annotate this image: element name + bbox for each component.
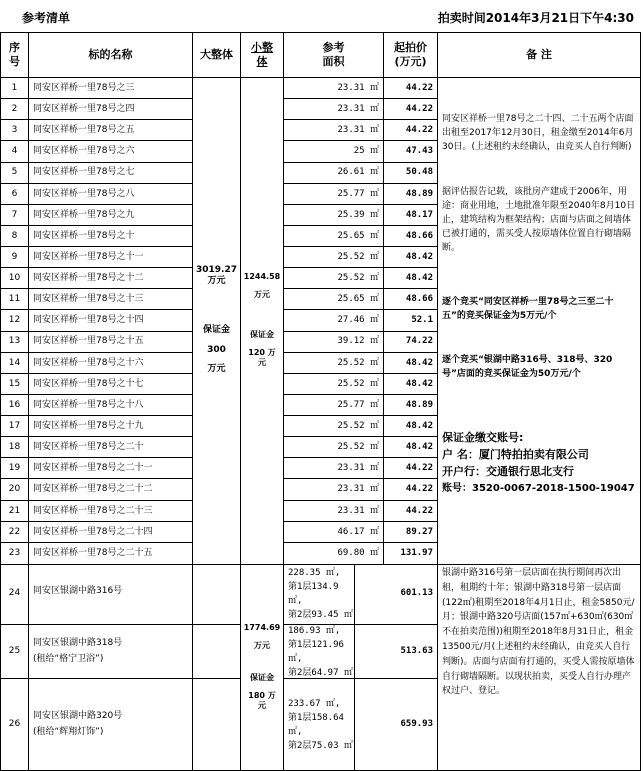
row-area: 69.80 ㎡ <box>337 547 379 558</box>
remark-deposit-a: 逐个竞买“同安区祥桥一里78号之三至二十五”的竞买保证金为5万元/个 <box>442 297 614 321</box>
row-price: 89.27 <box>405 526 433 537</box>
row-area: 25.52 ㎡ <box>337 273 379 284</box>
row-number: 4 <box>11 146 18 157</box>
row-name: 同安区祥桥一里78号之十二 <box>33 273 144 284</box>
small-block-b-deposit-label: 保证金 <box>250 672 274 682</box>
small-block-b-amount: 1774.69 <box>243 622 281 632</box>
row-area: 25 ㎡ <box>353 146 379 157</box>
row-price: 44.22 <box>405 125 433 136</box>
col-header-name: 标的名称 <box>88 48 133 62</box>
remark-group-b: 银湖中路316号第一层店面在执行期间再次出租，租期约十年；银湖中路318号第一层店面(122㎡)租期至2018年4月1日止，租金5850元/月；银湖中路320号店面(157㎡+630㎡(630㎡不在拍卖范围))租期至2018年8月31日止，租金13500元/月(上述租约未经确认，由竞买人自行判断)。店面与店面有打通的，买受人需按原墙体自行砌墙隔断。以现状拍卖，买受人自行办理产权过户、登记。 <box>442 568 635 697</box>
row-area: 23.31 ㎡ <box>337 125 379 136</box>
row-price: 47.43 <box>405 146 433 157</box>
row-area: 233.67 ㎡, 第1层158.64 ㎡, 第2层75.03 ㎡ <box>288 698 353 751</box>
row-price: 52.1 <box>411 315 433 326</box>
row-number: 1 <box>11 82 18 93</box>
row-area: 25.77 ㎡ <box>337 188 379 199</box>
row-area: 23.31 ㎡ <box>337 82 379 93</box>
account-bank: 开户行：交通银行思北支行 <box>442 465 574 478</box>
row-name: 同安区祥桥一里78号之五 <box>33 125 135 136</box>
large-block-unit: 万元 <box>207 276 226 287</box>
row-name: 同安区银湖中路318号 (租给“格宁卫浴”) <box>33 638 123 664</box>
small-block-unit: 万元 <box>254 290 270 299</box>
small-block-b-deposit: 180 万元 <box>248 690 276 710</box>
row-name: 同安区祥桥一里78号之十七 <box>33 378 144 389</box>
remark-deposit-b: 逐个竞买“银湖中路316号、318号、320号”店面的竞买保证金为50万元/个 <box>442 355 613 379</box>
col-header-large-block: 大整体 <box>200 48 233 62</box>
row-area: 23.31 ㎡ <box>337 463 379 474</box>
row-number: 22 <box>8 526 21 537</box>
large-block-deposit: 300 <box>207 344 226 355</box>
row-area: 25.52 ㎡ <box>337 421 379 432</box>
auction-time: 拍卖时间2014年3月21日下午4:30 <box>437 11 634 25</box>
row-number: 19 <box>8 463 21 474</box>
account-title: 保证金缴交账号: <box>442 431 524 444</box>
row-number: 24 <box>8 588 21 599</box>
row-number: 5 <box>11 167 18 178</box>
col-header-small-block: 小整体 <box>251 41 273 68</box>
row-name: 同安区银湖中路316号 <box>33 586 123 597</box>
row-price: 48.89 <box>405 399 433 410</box>
row-number: 8 <box>11 230 18 241</box>
row-price: 48.42 <box>405 421 433 432</box>
page-title: 参考清单 <box>22 11 71 25</box>
row-price: 44.22 <box>405 82 433 93</box>
row-number: 16 <box>8 399 21 410</box>
group-b-small-block <box>241 563 283 770</box>
row-area: 25.77 ㎡ <box>337 399 379 410</box>
account-name: 户 名：厦门特拍拍卖有限公司 <box>442 448 589 461</box>
row-number: 10 <box>8 273 21 284</box>
row-number: 13 <box>8 336 21 347</box>
row-price: 50.48 <box>405 167 433 178</box>
row-price: 48.42 <box>405 357 433 368</box>
col-header-seq: 序号 <box>9 41 20 68</box>
row-area: 25.52 ㎡ <box>337 442 379 453</box>
row-name: 同安区祥桥一里78号之十六 <box>33 357 144 368</box>
row-price: 74.22 <box>405 336 433 347</box>
row-area: 26.61 ㎡ <box>337 167 379 178</box>
row-price: 48.66 <box>405 294 433 305</box>
row-number: 11 <box>8 294 21 305</box>
row-area: 25.39 ㎡ <box>337 209 379 220</box>
row-price: 44.22 <box>405 463 433 474</box>
auction-table <box>0 32 644 771</box>
row-number: 23 <box>8 547 21 558</box>
row-price: 48.42 <box>405 251 433 262</box>
row-number: 17 <box>8 421 21 432</box>
row-name: 同安区祥桥一里78号之十八 <box>33 399 144 410</box>
row-number: 18 <box>8 442 21 453</box>
row-name: 同安区祥桥一里78号之十三 <box>33 294 144 305</box>
row-number: 2 <box>11 104 18 115</box>
remark-appraisal: 据评估报告记载，该批房产建成于2006年，用途：商业用地，土地批准年限至2040年8月10日止，建筑结构为框架结构；店面与店面之间墙体已被打通的，需买受人按原墙体位置自行砌墙隔断。 <box>442 187 636 253</box>
row-name: 同安区祥桥一里78号之二十二 <box>33 484 153 495</box>
account-number: 账号：3520-0067-2018-1500-19047 <box>442 483 635 494</box>
page-header <box>0 0 644 32</box>
row-number: 15 <box>8 378 21 389</box>
row-number: 12 <box>8 315 21 326</box>
row-number: 25 <box>8 645 21 656</box>
row-price: 48.42 <box>405 378 433 389</box>
group-a-large-block <box>193 78 240 562</box>
row-price: 659.93 <box>400 718 433 729</box>
remark-lease: 同安区祥桥一里78号之二十四、二十五两个店面出租至2017年12月30日，租金缴至2014年6月30日。(上述租约未经确认，由竞买人自行判断) <box>442 114 634 152</box>
row-area: 23.31 ㎡ <box>337 104 379 115</box>
row-name: 同安区祥桥一里78号之三 <box>33 82 135 93</box>
row-area: 25.65 ㎡ <box>337 294 379 305</box>
row-area: 23.31 ㎡ <box>337 484 379 495</box>
row-number: 21 <box>8 505 21 516</box>
row-price: 601.13 <box>400 588 433 599</box>
row-name: 同安区祥桥一里78号之八 <box>33 188 135 199</box>
row-number: 7 <box>11 209 18 220</box>
row-name: 同安区祥桥一里78号之二十一 <box>33 463 153 474</box>
row-name: 同安区祥桥一里78号之十四 <box>33 315 144 326</box>
row-price: 44.22 <box>405 484 433 495</box>
row-name: 同安区祥桥一里78号之十九 <box>33 421 144 432</box>
row-area: 23.31 ㎡ <box>337 505 379 516</box>
row-number: 26 <box>8 718 21 729</box>
row-name: 同安区祥桥一里78号之六 <box>33 146 135 157</box>
row-area: 25.52 ㎡ <box>337 251 379 262</box>
row-name: 同安区祥桥一里78号之二十五 <box>33 547 153 558</box>
row-area: 46.17 ㎡ <box>337 526 379 537</box>
row-area: 25.52 ㎡ <box>337 378 379 389</box>
large-block-deposit-label: 保证金 <box>202 325 230 336</box>
row-number: 14 <box>8 357 21 368</box>
row-number: 9 <box>11 251 18 262</box>
small-block-deposit-label: 保证金 <box>250 330 274 339</box>
row-name: 同安区祥桥一里78号之十 <box>33 230 135 241</box>
row-name: 同安区祥桥一里78号之七 <box>33 167 135 178</box>
small-block-amount: 1244.58 <box>243 272 281 281</box>
row-price: 48.66 <box>405 230 433 241</box>
row-name: 同安区祥桥一里78号之九 <box>33 209 135 220</box>
row-area: 25.65 ㎡ <box>337 230 379 241</box>
row-name: 同安区银湖中路320号 (租给“辉翔灯饰”) <box>33 711 123 737</box>
row-price: 48.89 <box>405 188 433 199</box>
row-name: 同安区祥桥一里78号之十一 <box>33 251 144 262</box>
row-name: 同安区祥桥一里78号之二十 <box>33 442 144 453</box>
large-block-deposit-unit: 万元 <box>207 363 226 374</box>
group-a-small-block <box>241 78 283 562</box>
row-price: 48.17 <box>405 209 433 220</box>
small-block-b-unit: 万元 <box>254 640 270 650</box>
row-number: 6 <box>11 188 18 199</box>
row-number: 20 <box>8 484 21 495</box>
row-area: 27.46 ㎡ <box>337 315 379 326</box>
large-block-amount: 3019.27 <box>196 264 237 275</box>
row-area: 186.93 ㎡, 第1层121.96 ㎡, 第2层64.97 ㎡ <box>288 625 353 678</box>
col-header-remark: 备 注 <box>526 48 552 62</box>
row-area: 39.12 ㎡ <box>337 336 379 347</box>
account-info <box>438 429 640 497</box>
row-price: 513.63 <box>400 645 433 656</box>
row-name: 同安区祥桥一里78号之四 <box>33 104 135 115</box>
row-price: 44.22 <box>405 104 433 115</box>
row-area: 25.52 ㎡ <box>337 357 379 368</box>
row-name: 同安区祥桥一里78号之二十四 <box>33 526 153 537</box>
col-header-price: 起拍价(万元) <box>394 41 427 68</box>
col-header-area: 参考面积 <box>322 41 345 68</box>
row-area: 228.35 ㎡, 第1层134.9 ㎡, 第2层93.45 ㎡ <box>288 568 353 620</box>
row-price: 131.97 <box>400 547 433 558</box>
row-price: 48.42 <box>405 273 433 284</box>
row-number: 3 <box>11 125 18 136</box>
row-price: 44.22 <box>405 505 433 516</box>
row-name: 同安区祥桥一里78号之二十三 <box>33 505 153 516</box>
row-price: 48.42 <box>405 442 433 453</box>
small-block-deposit: 120 万元 <box>248 348 276 367</box>
row-name: 同安区祥桥一里78号之十五 <box>33 336 144 347</box>
